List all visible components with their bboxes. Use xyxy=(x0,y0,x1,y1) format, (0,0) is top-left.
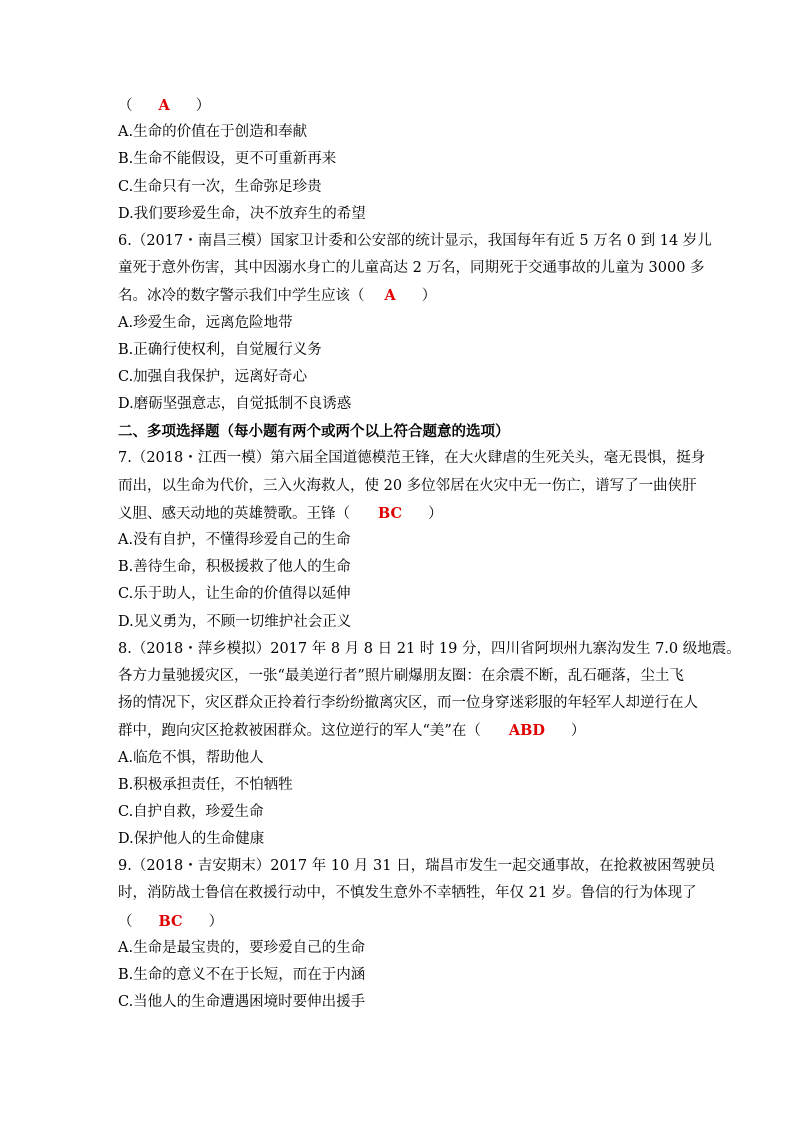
option-item: C.生命只有一次，生命弥足珍贵 xyxy=(118,178,322,195)
answer-mark: A xyxy=(384,287,396,305)
option-item: D.保护他人的生命健康 xyxy=(118,831,265,848)
question-stem-line: 而出，以生命为代价，三入火海救人，使 20 多位邻居在火灾中无一伤亡，谱写了一曲侠肝 xyxy=(118,477,697,494)
paren-close: ） xyxy=(570,723,586,740)
section-heading: 二、多项选择题（每小题有两个或两个以上符合题意的选项） xyxy=(118,423,510,441)
answer-mark: BC xyxy=(158,912,183,930)
answer-mark: BC xyxy=(378,504,403,522)
option-item: C.自护自救，珍爱生命 xyxy=(118,803,264,820)
option-item: B.生命不能假设，更不可重新再来 xyxy=(118,151,337,168)
option-item: A.临危不惧，帮助他人 xyxy=(118,749,264,766)
paren-close: ） xyxy=(421,288,437,305)
question-stem-line: 6.（2017・南昌三模）国家卫计委和公安部的统计显示，我国每年有近 5 万名 0 到 14 岁儿 xyxy=(118,232,712,249)
paren-close: ） xyxy=(208,913,224,930)
paren-close: ） xyxy=(195,98,211,114)
option-item: A.生命是最宝贵的，要珍爱自己的生命 xyxy=(118,939,366,956)
option-item: C.乐于助人，让生命的价值得以延伸 xyxy=(118,586,351,603)
option-item: C.当他人的生命遭遇困境时要伸出援手 xyxy=(118,994,366,1011)
document-page xyxy=(118,92,741,1016)
option-item: D.我们要珍爱生命，决不放弃生的希望 xyxy=(118,205,366,222)
question-stem-line: 群中，跑向灾区抢救被困群众。这位逆行的军人“美”在（ ABD ） xyxy=(118,717,684,744)
question-stem-line: 时，消防战士鲁信在救援行动中，不慎发生意外不幸牺牲，年仅 21 岁。鲁信的行为体现了 xyxy=(118,885,697,902)
option-item: D.见义勇为，不顾一切维护社会正义 xyxy=(118,613,352,630)
option-item: B.正确行使权利，自觉履行义务 xyxy=(118,341,322,358)
option-item: C.加强自我保护，远离好奇心 xyxy=(118,368,308,385)
answer-mark: A xyxy=(158,97,170,114)
question-stem-line: 7.（2018・江西一模）第六届全国道德模范王锋，在大火肆虐的生死关头，毫无畏惧，挺身 xyxy=(118,450,706,467)
question-stem-line: 童死于意外伤害，其中因溺水身亡的儿童高达 2 万名，同期死于交通事故的儿童为 3000 多 xyxy=(118,260,705,277)
option-item: A.生命的价值在于创造和奉献 xyxy=(118,124,308,141)
option-item: B.生命的意义不在于长短，而在于内涵 xyxy=(118,967,366,983)
answer-mark: ABD xyxy=(508,722,545,740)
question-stem-line: 义胆、感天动地的英雄赞歌。王锋（ BC ） xyxy=(118,500,684,527)
option-item: A.没有自护，不懂得珍爱自己的生命 xyxy=(118,532,351,548)
question-stem-line: 各方力量驰援灾区，一张“最美逆行者”照片刷爆朋友圈：在余震不断，乱石砸落，尘土飞 xyxy=(118,667,684,684)
question-stem-line: 9.（2018・吉安期末）2017 年 10 月 31 日，瑞昌市发生一起交通事故，在抢救被困驾驶员 xyxy=(118,858,716,875)
option-item: D.磨砺坚强意志，自觉抵制不良诱惑 xyxy=(118,396,352,413)
question-stem-line: 名。冰冷的数字警示我们中学生应该（ A ） xyxy=(118,282,684,309)
option-item: A.珍爱生命，远离危险地带 xyxy=(118,314,293,331)
option-item: B.善待生命，积极援救了他人的生命 xyxy=(118,559,351,576)
paren-open: （ xyxy=(118,913,133,930)
q9-answer-line xyxy=(118,908,684,935)
question-stem-line: 8.（2018・萍乡模拟）2017 年 8 月 8 日 21 时 19 分，四川省阿坝州九寨沟发生 7.0 级地震。 xyxy=(118,640,741,657)
q5-answer-line xyxy=(118,92,684,119)
paren-close: ） xyxy=(428,505,443,522)
option-item: B.积极承担责任，不怕牺牲 xyxy=(118,776,293,793)
question-stem-line: 扬的情况下，灾区群众正拎着行李纷纷撤离灾区，而一位身穿迷彩服的年轻军人却逆行在人 xyxy=(118,695,698,712)
paren-open: （ xyxy=(118,98,133,114)
